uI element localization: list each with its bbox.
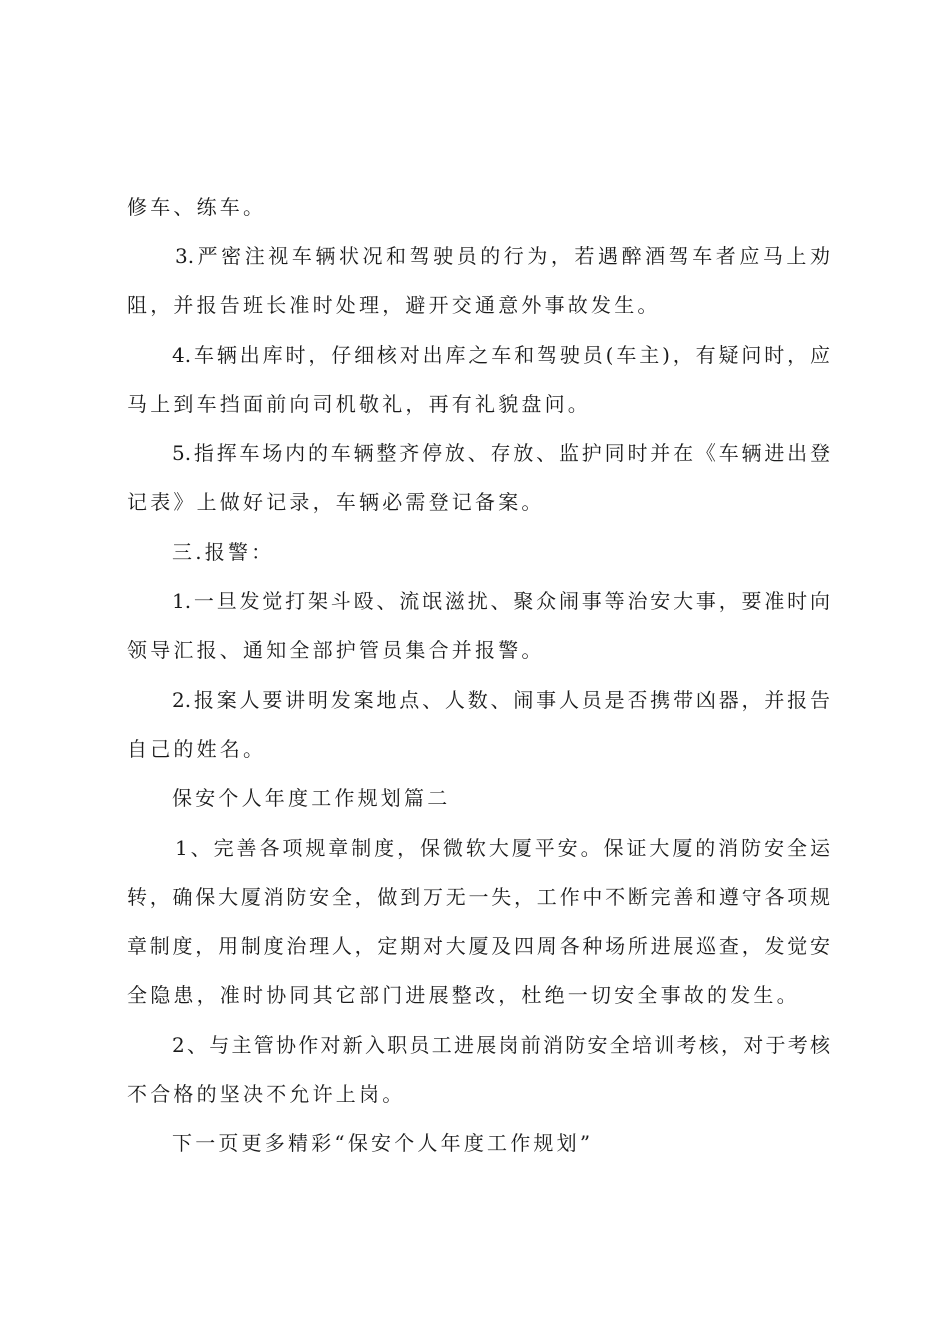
paragraph-line-1: 修车、练车。 — [127, 195, 267, 219]
paragraph-line-17: 全隐患，准时协同其它部门进展整改，杜绝一切安全事故的发生。 — [127, 983, 800, 1007]
section-heading-part-two: 保安个人年度工作规划篇二 — [172, 786, 451, 810]
paragraph-line-12: 自己的姓名。 — [127, 737, 267, 761]
paragraph-line-2: 3.严密注视车辆状况和驾驶员的行为，若遇醉酒驾车者应马上劝 — [175, 244, 830, 268]
paragraph-line-5: 马上到车挡面前向司机敬礼，再有礼貌盘问。 — [127, 392, 591, 416]
paragraph-line-4: 4.车辆出库时，仔细核对出库之车和驾驶员(车主)，有疑问时，应 — [172, 343, 830, 367]
paragraph-line-7: 记表》上做好记录，车辆必需登记备案。 — [127, 490, 545, 514]
paragraph-line-19: 不合格的坚决不允许上岗。 — [127, 1082, 406, 1106]
paragraph-line-3: 阻，并报告班长准时处理，避开交通意外事故发生。 — [127, 293, 661, 317]
paragraph-line-15: 转，确保大厦消防安全，做到万无一失，工作中不断完善和遵守各项规 — [127, 885, 830, 909]
paragraph-line-9: 1.一旦发觉打架斗殴、流氓滋扰、聚众闹事等治安大事，要准时向 — [172, 589, 830, 613]
paragraph-line-10: 领导汇报、通知全部护管员集合并报警。 — [127, 638, 545, 662]
paragraph-line-6: 5.指挥车场内的车辆整齐停放、存放、监护同时并在《车辆进出登 — [172, 441, 830, 465]
paragraph-line-14: 1、完善各项规章制度，保微软大厦平安。保证大厦的消防安全运 — [175, 836, 830, 860]
next-page-link-text: 下一页更多精彩“保安个人年度工作规划” — [172, 1131, 594, 1155]
paragraph-line-18: 2、与主管协作对新入职员工进展岗前消防安全培训考核，对于考核 — [172, 1033, 830, 1057]
paragraph-line-16: 章制度，用制度治理人，定期对大厦及四周各种场所进展巡查，发觉安 — [127, 934, 830, 958]
section-heading-alarm: 三.报警： — [172, 540, 275, 564]
paragraph-line-11: 2.报案人要讲明发案地点、人数、闹事人员是否携带凶器，并报告 — [172, 688, 830, 712]
